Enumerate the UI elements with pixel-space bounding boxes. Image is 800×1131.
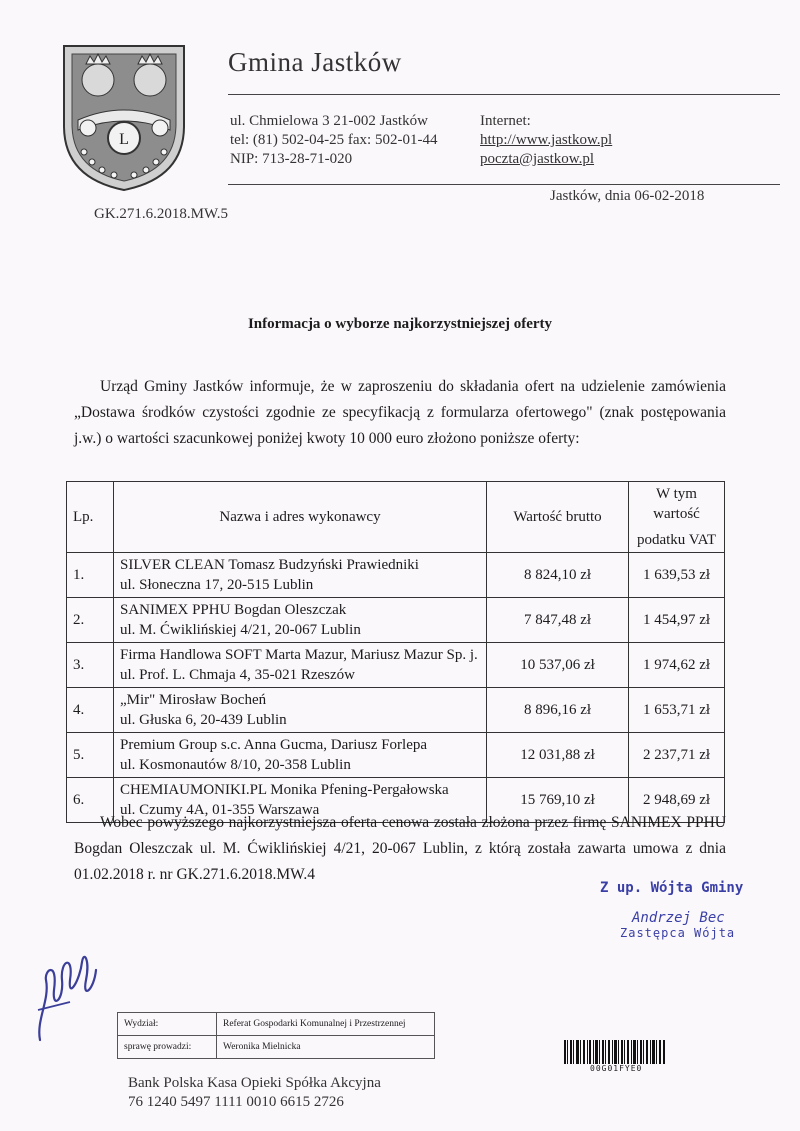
row-vat: 2 948,69 zł bbox=[629, 778, 725, 823]
table-row bbox=[67, 598, 725, 643]
row-lp: 4. bbox=[67, 688, 114, 733]
nip-line: NIP: 713-28-71-020 bbox=[230, 151, 353, 167]
footer-row bbox=[118, 1036, 435, 1059]
row-vat: 1 454,97 zł bbox=[629, 598, 725, 643]
row-gross: 15 769,10 zł bbox=[487, 778, 629, 823]
row-contractor bbox=[114, 733, 487, 778]
coat-of-arms-logo bbox=[58, 40, 190, 192]
contractor-name: Firma Handlowa SOFT Marta Mazur, Mariusz Mazur Sp. j. bbox=[120, 647, 478, 663]
stamp-line-authority: Z up. Wójta Gminy bbox=[600, 880, 744, 896]
stamp-line-position: Zastępca Wójta bbox=[620, 926, 736, 940]
row-gross: 8 824,10 zł bbox=[487, 553, 629, 598]
bank-info bbox=[128, 1074, 381, 1112]
date-line: Jastków, dnia 06-02-2018 bbox=[550, 188, 705, 204]
dept-label: Wydział: bbox=[118, 1013, 217, 1036]
official-stamp bbox=[600, 880, 743, 940]
gmina-name: Gmina Jastków bbox=[228, 47, 402, 77]
table-row bbox=[67, 733, 725, 778]
header-gross: Wartość brutto bbox=[487, 482, 629, 553]
dept-value: Referat Gospodarki Komunalnej i Przestrzennej bbox=[217, 1013, 435, 1036]
row-vat: 1 639,53 zł bbox=[629, 553, 725, 598]
row-contractor bbox=[114, 553, 487, 598]
header-vat-line1: W tym wartość bbox=[653, 486, 700, 522]
row-contractor bbox=[114, 688, 487, 733]
contractor-address: ul. Słoneczna 17, 20-515 Lublin bbox=[120, 577, 314, 593]
phone-line: tel: (81) 502-04-25 fax: 502-01-44 bbox=[230, 132, 438, 148]
footer-row bbox=[118, 1013, 435, 1036]
handler-label: sprawę prowadzi: bbox=[118, 1036, 217, 1059]
row-gross: 7 847,48 zł bbox=[487, 598, 629, 643]
bank-name: Bank Polska Kasa Opieki Spółka Akcyjna bbox=[128, 1075, 381, 1091]
row-gross: 12 031,88 zł bbox=[487, 733, 629, 778]
row-lp: 6. bbox=[67, 778, 114, 823]
contractor-name: CHEMIAUMONIKI.PL Monika Pfening-Pergałowska bbox=[120, 782, 449, 798]
reference-number: GK.271.6.2018.MW.5 bbox=[94, 206, 229, 222]
contact-block bbox=[230, 112, 437, 169]
table-row bbox=[67, 688, 725, 733]
contractor-address: ul. Prof. L. Chmaja 4, 35-021 Rzeszów bbox=[120, 667, 355, 683]
contractor-address: ul. Kosmonautów 8/10, 20-358 Lublin bbox=[120, 757, 351, 773]
handler-value: Weronika Mielnicka bbox=[217, 1036, 435, 1059]
bank-account: 76 1240 5497 1111 0010 6615 2726 bbox=[128, 1094, 344, 1110]
row-gross: 10 537,06 zł bbox=[487, 643, 629, 688]
header-lp: Lp. bbox=[67, 482, 114, 553]
barcode bbox=[564, 1040, 666, 1066]
website-link[interactable]: http://www.jastkow.pl bbox=[480, 132, 613, 148]
contractor-name: SILVER CLEAN Tomasz Budzyński Prawiedniki bbox=[120, 557, 419, 573]
row-contractor bbox=[114, 643, 487, 688]
row-vat: 1 974,62 zł bbox=[629, 643, 725, 688]
stamp-line-name: Andrzej Bec bbox=[632, 910, 725, 926]
handwritten-signature bbox=[30, 940, 100, 1050]
contractor-address: ul. Głuska 6, 20-439 Lublin bbox=[120, 712, 287, 728]
contractor-name: „Mir" Mirosław Bocheń bbox=[120, 692, 267, 708]
address-line: ul. Chmielowa 3 21-002 Jastków bbox=[230, 113, 428, 129]
contractor-address: ul. Czumy 4A, 01-355 Warszawa bbox=[120, 802, 320, 818]
row-lp: 5. bbox=[67, 733, 114, 778]
header-rule-top bbox=[228, 94, 780, 95]
row-vat: 2 237,71 zł bbox=[629, 733, 725, 778]
offers-table bbox=[66, 481, 725, 823]
header-vat bbox=[629, 482, 725, 553]
table-header-row bbox=[67, 482, 725, 553]
contractor-address: ul. M. Ćwiklińskiej 4/21, 20-067 Lublin bbox=[120, 622, 361, 638]
contractor-name: SANIMEX PPHU Bogdan Oleszczak bbox=[120, 602, 347, 618]
row-lp: 3. bbox=[67, 643, 114, 688]
footer-info-table bbox=[117, 1012, 435, 1059]
summary-paragraph: Wobec powyższego najkorzystniejsza oferta cenowa została złożona przez firmę SANIMEX PPHU Bogdan Oleszczak ul. M. Ćwiklińskiej 4/21, 20-067 Lublin, z którą została zawarta umowa z dnia 01.02.2018 r. nr GK.271.6.2018.MW.4 bbox=[74, 814, 726, 883]
header-name: Nazwa i adres wykonawcy bbox=[114, 482, 487, 553]
row-contractor bbox=[114, 598, 487, 643]
row-gross: 8 896,16 zł bbox=[487, 688, 629, 733]
internet-label: Internet: bbox=[480, 113, 531, 129]
table-row bbox=[67, 553, 725, 598]
web-block bbox=[480, 112, 612, 169]
document-title: Informacja o wyborze najkorzystniejszej oferty bbox=[247, 316, 553, 332]
row-lp: 1. bbox=[67, 553, 114, 598]
barcode-text: 00G01FYE0 bbox=[590, 1064, 643, 1073]
header-rule-bottom bbox=[228, 184, 780, 185]
table-row bbox=[67, 643, 725, 688]
email-link[interactable]: poczta@jastkow.pl bbox=[480, 151, 595, 167]
row-lp: 2. bbox=[67, 598, 114, 643]
contractor-name: Premium Group s.c. Anna Gucma, Dariusz Forlepa bbox=[120, 737, 428, 753]
row-vat: 1 653,71 zł bbox=[629, 688, 725, 733]
header-vat-line2: podatku VAT bbox=[636, 532, 717, 548]
svg-text:L: L bbox=[119, 131, 129, 148]
intro-paragraph: Urząd Gminy Jastków informuje, że w zaproszeniu do składania ofert na udzielenie zamówienia „Dostawa środków czystości zgodnie ze specyfikacją z formularza ofertowego" (znak postępowania j.w.) o wartości szacunkowej poniżej kwoty 10 000 euro złożono poniższe oferty: bbox=[74, 378, 726, 447]
